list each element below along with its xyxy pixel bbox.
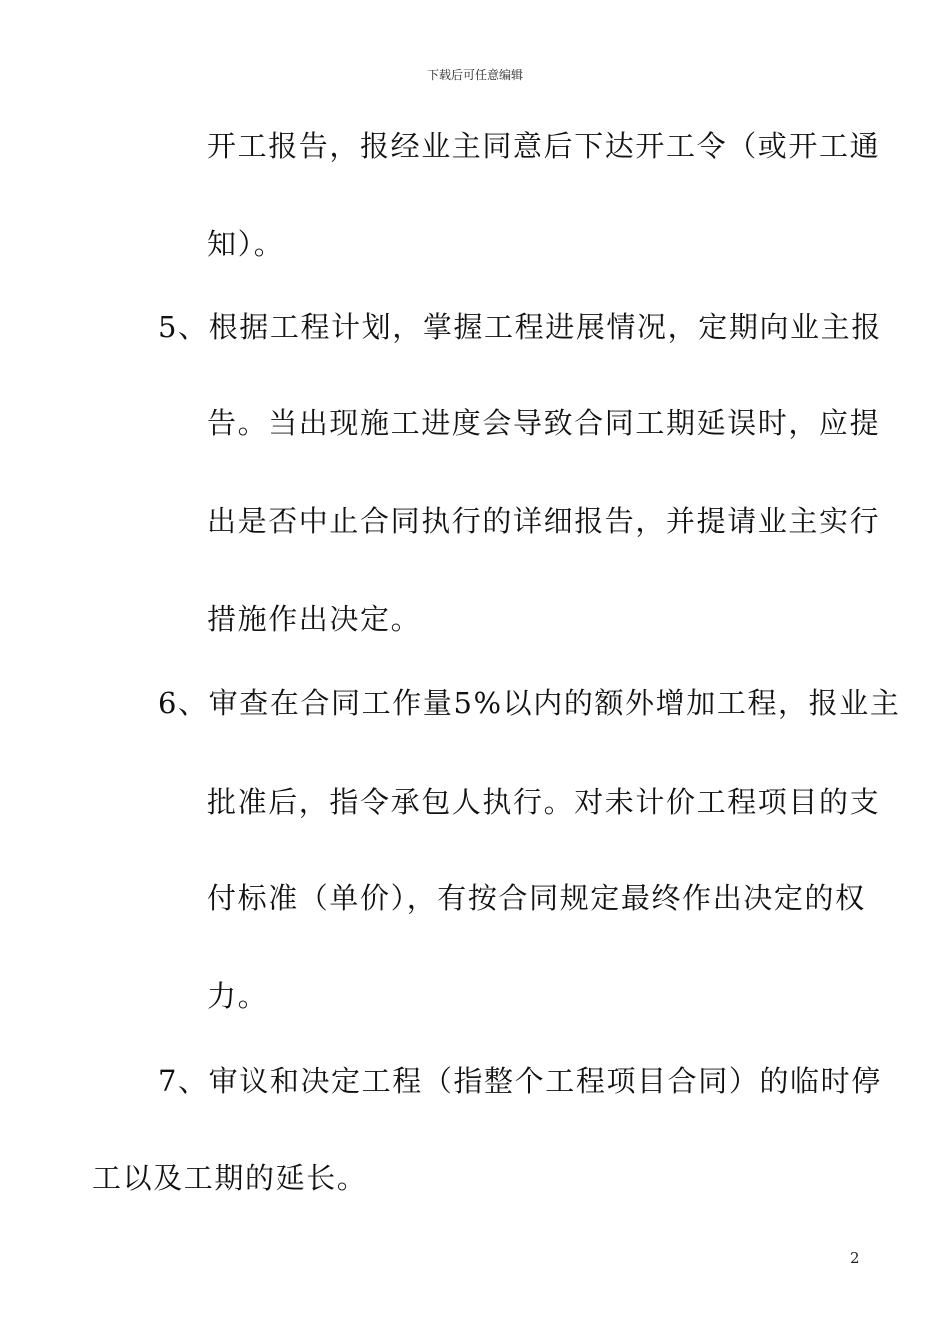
text-line-item-5: 5、根据工程计划，掌握工程进展情况，定期向业主报 — [158, 310, 882, 344]
text-line: 措施作出决定。 — [207, 602, 422, 636]
text-line-item-7: 7、审议和决定工程（指整个工程项目合同）的临时停 — [158, 1064, 882, 1098]
text-line-item-6: 6、审查在合同工作量5%以内的额外增加工程，报业主 — [158, 686, 901, 720]
text-line: 付标准（单价），有按合同规定最终作出决定的权 — [207, 881, 866, 915]
text-line: 告。当出现施工进度会导致合同工期延误时，应提 — [207, 406, 881, 440]
text-line: 出是否中止合同执行的详细报告，并提请业主实行 — [207, 504, 881, 538]
text-line: 力。 — [207, 979, 269, 1013]
page-header-note: 下载后可任意编辑 — [426, 68, 523, 82]
text-line: 知）。 — [207, 227, 285, 261]
text-line: 批准后，指令承包人执行。对未计价工程项目的支 — [207, 785, 881, 819]
text-line: 开工报告，报经业主同意后下达开工令（或开工通 — [207, 129, 881, 163]
text-line: 工以及工期的延长。 — [92, 1161, 368, 1195]
page-number: 2 — [850, 1249, 860, 1267]
